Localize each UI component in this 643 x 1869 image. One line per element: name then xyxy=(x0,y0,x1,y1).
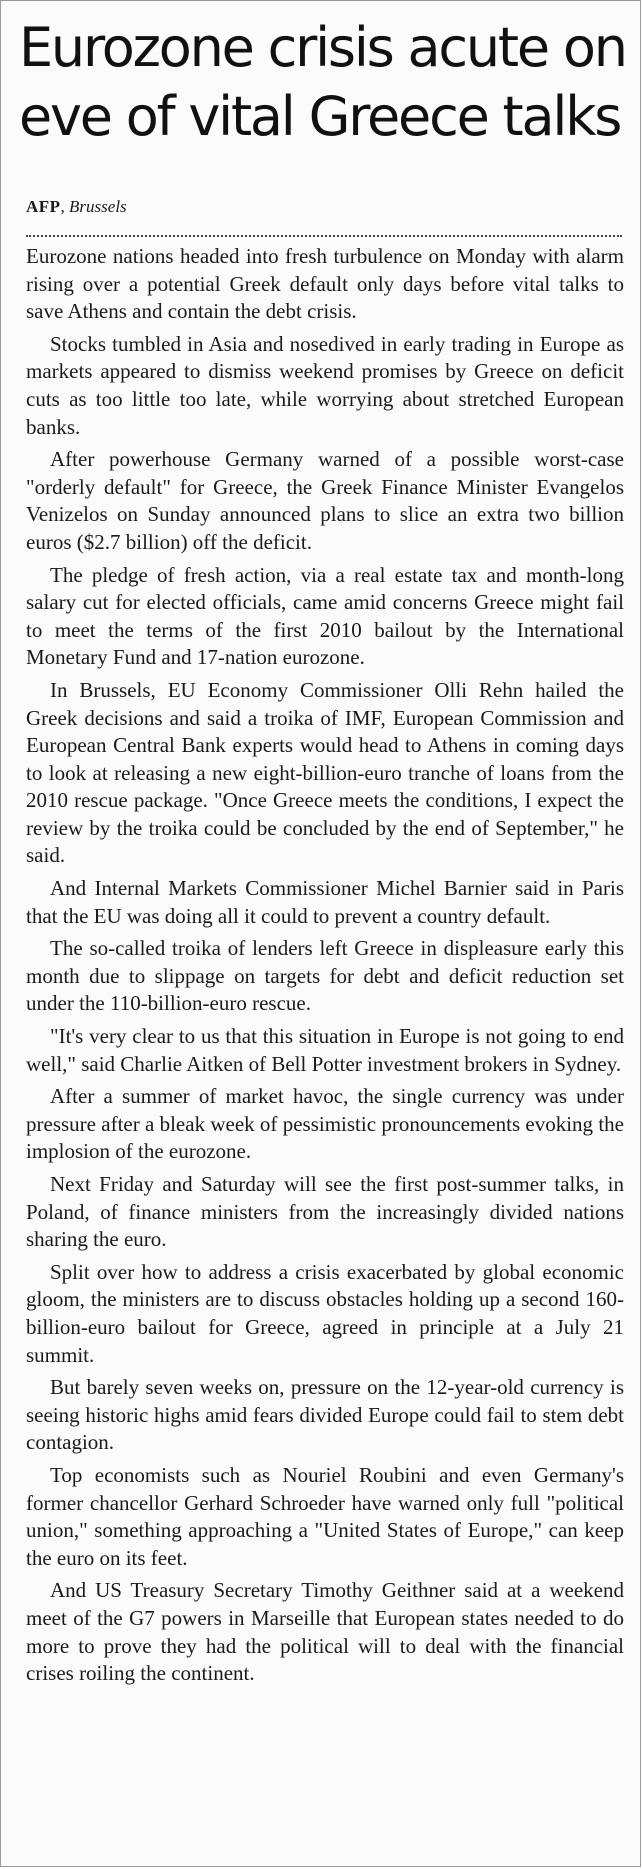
paragraph: Stocks tumbled in Asia and nosedived in early trading in Europe as markets appeared to dismiss weekend promises by Greece on deficit cuts as too little too late, while worrying about stretched European banks. xyxy=(26,331,624,439)
paragraph: But barely seven weeks on, pressure on the 12-year-old currency is seeing historic highs amid fears divided Europe could fail to stem debt contagion. xyxy=(26,1375,624,1455)
headline-line-2: eve of vital Greece talks xyxy=(19,85,621,148)
paragraph: And Internal Markets Commissioner Michel Barnier said in Paris that the EU was doing all it could to prevent a country default. xyxy=(26,876,624,928)
news-agency: AFP xyxy=(26,197,61,216)
paragraph: The so-called troika of lenders left Greece in displeasure early this month due to slippage on targets for debt and deficit reduction set under the 110-billion-euro rescue. xyxy=(26,936,624,1016)
article-body xyxy=(26,243,624,1693)
headline xyxy=(19,13,632,151)
paragraph: The pledge of fresh action, via a real estate tax and month-long salary cut for elected officials, came amid concerns Greece might fail to meet the terms of the first 2010 bailout by the International Monetary Fund and 17-nation eurozone. xyxy=(26,562,624,670)
dotted-divider xyxy=(26,235,622,237)
paragraph: In Brussels, EU Economy Commissioner Olli Rehn hailed the Greek decisions and said a troika of IMF, European Commission and European Central Bank experts would head to Athens in coming days to look at releasing a new eight-billion-euro tranche of loans from the 2010 rescue package. "Once Greece meets the conditions, I expect the review by the troika could be concluded by the end of September," he said. xyxy=(26,677,624,868)
paragraph: And US Treasury Secretary Timothy Geithner said at a weekend meet of the G7 powers in Marseille that European states needed to do more to prove they had the political will to deal with the financial crises roiling the continent. xyxy=(26,1578,624,1686)
paragraph: Eurozone nations headed into fresh turbulence on Monday with alarm rising over a potential Greek default only days before vital talks to save Athens and contain the debt crisis. xyxy=(26,244,624,324)
headline-line-1: Eurozone crisis acute on xyxy=(19,16,626,79)
paragraph: After powerhouse Germany warned of a possible worst-case "orderly default" for Greece, the Greek Finance Minister Evangelos Venizelos on Sunday announced plans to slice an extra two billion euros ($2.7 billion) off the deficit. xyxy=(26,447,624,554)
paragraph: Split over how to address a crisis exacerbated by global economic gloom, the ministers are to discuss obstacles holding up a second 160-billion-euro bailout for Greece, agreed in principle at a July 21 summit. xyxy=(26,1259,624,1367)
paragraph: Next Friday and Saturday will see the first post-summer talks, in Poland, of finance ministers from the increasingly divided nations sharing the euro. xyxy=(26,1172,624,1252)
dateline-separator: , xyxy=(60,197,70,216)
paragraph: After a summer of market havoc, the single currency was under pressure after a bleak week of pessimistic pronouncements evoking the implosion of the eurozone. xyxy=(26,1084,624,1164)
paragraph: "It's very clear to us that this situation in Europe is not going to end well," said Charlie Aitken of Bell Potter investment brokers in Sydney. xyxy=(26,1024,624,1076)
dateline-place: Brussels xyxy=(69,197,127,216)
paragraph: Top economists such as Nouriel Roubini and even Germany's former chancellor Gerhard Schroeder have warned only full "political union," something approaching a "United States of Europe," can keep the euro on its feet. xyxy=(26,1462,624,1570)
dateline xyxy=(26,197,127,217)
